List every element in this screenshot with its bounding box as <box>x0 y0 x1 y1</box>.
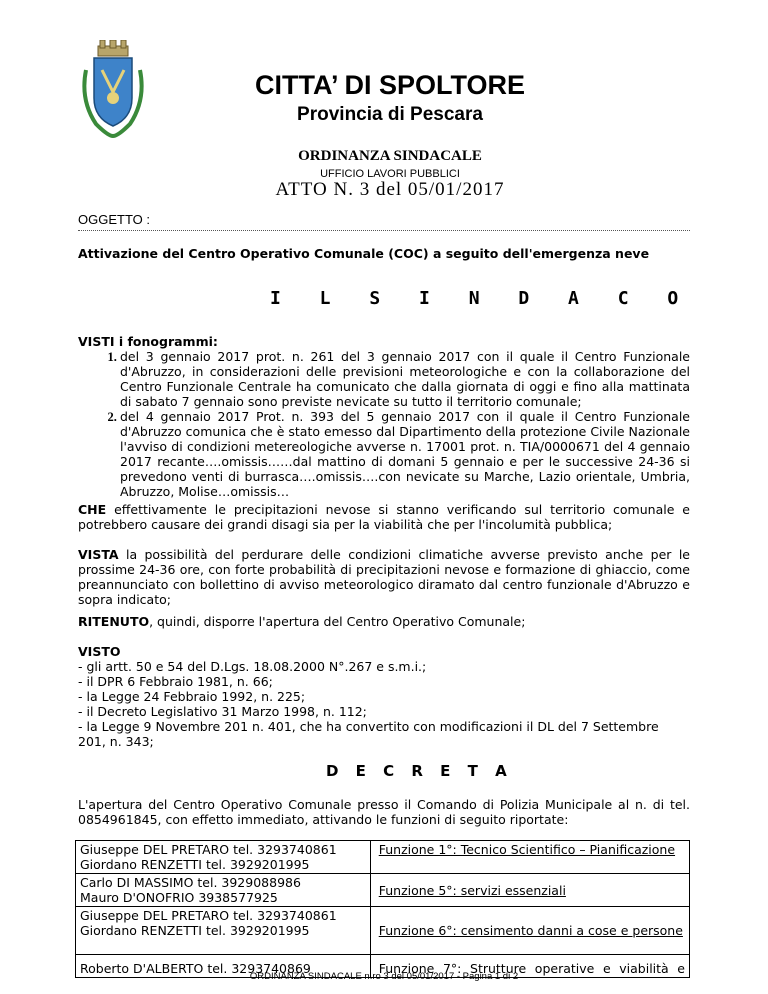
person-line: Roberto D'ALBERTO tel. 3293740869 <box>80 961 311 976</box>
function-label: Funzione 1°: Tecnico Scientifico – Pianificazione <box>378 842 676 857</box>
vista-label: VISTA <box>78 547 119 562</box>
function-cell <box>370 841 689 874</box>
che-label: CHE <box>78 502 107 517</box>
vista-text: la possibilità del perdurare delle condizioni climatiche avverse previsto anche per le prossime 24-36 ore, con forte probabilità di precipitazioni nevose e formazione di ghiaccio, come preannunciato con bollettino di avviso meteorologico diramato dal centro funzionale d'Abruzzo e sopra indicato; <box>78 547 690 607</box>
mayor-heading: I L S I N D A C O <box>270 288 693 309</box>
people-cell <box>76 841 371 874</box>
table-row <box>76 907 690 955</box>
people-cell <box>76 874 371 907</box>
apertura-paragraph: L'apertura del Centro Operativo Comunale presso il Comando di Polizia Municipale al n. di tel. 0854961845, con effetto immediato, attivando le funzioni di seguito riportate: <box>78 797 690 827</box>
table-row <box>76 874 690 907</box>
subject-label: OGGETTO : <box>78 212 150 227</box>
function-label: Funzione 7°: Strutture operative e viabilità e <box>378 961 685 976</box>
person-line: Mauro D'ONOFRIO 3938577925 <box>80 890 278 905</box>
visti-section <box>78 334 690 499</box>
province-subtitle: Provincia di Pescara <box>297 104 483 125</box>
person-line: Giuseppe DEL PRETARO tel. 3293740861 <box>80 908 337 923</box>
function-label: Funzione 6°: censimento danni a cose e persone <box>378 923 683 938</box>
person-line: Giordano RENZETTI tel. 3929201995 <box>80 857 310 872</box>
visto-section <box>78 644 690 749</box>
function-cell <box>370 907 689 955</box>
people-cell <box>76 907 371 955</box>
visto-label: VISTO <box>78 644 121 659</box>
ordinanza-heading: ORDINANZA SINDACALE <box>298 148 482 164</box>
functions-table <box>75 840 690 978</box>
visto-line: - il Decreto Legislativo 31 Marzo 1998, n. 112; <box>78 704 367 719</box>
visti-heading: VISTI i fonogrammi: <box>78 334 218 349</box>
visto-line: - la Legge 24 Febbraio 1992, n. 225; <box>78 689 306 704</box>
ritenuto-text: , quindi, disporre l'apertura del Centro Operativo Comunale; <box>149 614 526 629</box>
che-paragraph <box>78 502 690 532</box>
vista-paragraph <box>78 547 690 607</box>
person-line: Giuseppe DEL PRETARO tel. 3293740861 <box>80 842 337 857</box>
che-text: effettivamente le precipitazioni nevose si stanno verificando sul territorio comunale e potrebbero causare dei grandi disagi sia per la viabilità che per l'incolumità pubblica; <box>78 502 690 532</box>
visto-line: - la Legge 9 Novembre 201 n. 401, che ha convertito con modificazioni il DL del 7 Settembre 201, n. 343; <box>78 719 659 749</box>
visti-list <box>78 349 690 499</box>
subject-text: Attivazione del Centro Operativo Comunale (COC) a seguito dell'emergenza neve <box>78 246 650 261</box>
ritenuto-label: RITENUTO <box>78 614 150 629</box>
list-item: 2. del 4 gennaio 2017 Prot. n. 393 del 5 gennaio 2017 con il quale il Centro Funzionale d'Abruzzo comunica che è stato emesso dal Dipartimento della protezione Civile Nazionale l'avviso di condizioni metereologiche avverse n. 17001 prot. n. TIA/0000671 del 4 gennaio 2017 recante….omissis……dal mattino di domani 5 gennaio e per le successive 24-36 si prevedono venti di burrasca….omissis….con nevicate su Marche, Lazio orientale, Umbria, Abruzzo, Molise…omissis… <box>120 409 690 499</box>
decreta-heading: D E C R E T A <box>326 762 513 780</box>
visto-line: - gli artt. 50 e 54 del D.Lgs. 18.08.2000 N°.267 e s.m.i.; <box>78 659 427 674</box>
office-name: UFFICIO LAVORI PUBBLICI <box>320 168 460 180</box>
list-item: 1. del 3 gennaio 2017 prot. n. 261 del 3 gennaio 2017 con il quale il Centro Funzionale d'Abruzzo, in considerazioni delle previsioni meteorologiche e con la collaborazione del Centro Funzionale Centrale ha comunicato che dalla giornata di oggi e fino alla mattinata di sabato 7 gennaio sono previste nevicate su tutto il territorio comunale; <box>120 349 690 409</box>
person-line: Carlo DI MASSIMO tel. 3929088986 <box>80 875 301 890</box>
city-title: CITTA’ DI SPOLTORE <box>254 70 526 100</box>
city-crest-logo <box>78 40 148 140</box>
visto-line: - il DPR 6 Febbraio 1981, n. 66; <box>78 674 273 689</box>
function-label: Funzione 5°: servizi essenziali <box>378 882 566 898</box>
person-line: Giordano RENZETTI tel. 3929201995 <box>80 923 310 938</box>
function-cell <box>370 874 689 907</box>
page-footer: ORDINANZA SINDACALE n.ro 3 del 05/01/2017 - Pagina 1 di 2 <box>249 971 519 982</box>
table-row <box>76 841 690 874</box>
ritenuto-paragraph <box>78 614 690 629</box>
dotted-divider <box>78 230 690 231</box>
act-number: ATTO N. 3 del 05/01/2017 <box>275 179 505 200</box>
